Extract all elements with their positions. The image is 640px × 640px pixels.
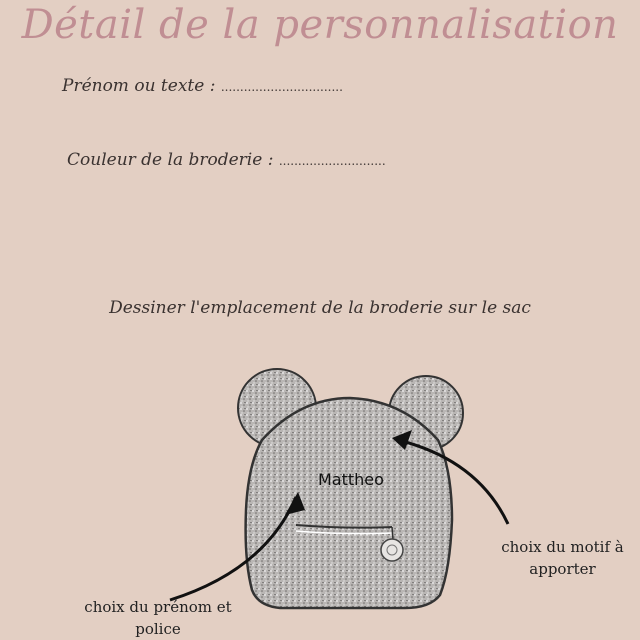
- embroidered-name: Mattheo: [318, 470, 384, 489]
- zipper-charm: [381, 539, 403, 561]
- backpack-body: [246, 398, 452, 608]
- name-font-note: choix du prénom et police: [84, 598, 232, 638]
- name-text-blank: ................................: [220, 80, 343, 94]
- embroidery-color-label: Couleur de la broderie :: [67, 150, 274, 170]
- embroidery-color-blank: ............................: [278, 154, 386, 168]
- drawing-instruction: Dessiner l'emplacement de la broderie sur le sac: [109, 298, 531, 318]
- motif-note: choix du motif à apporter: [501, 538, 624, 578]
- page-title: Détail de la personnalisation: [21, 2, 619, 48]
- name-text-label: Prénom ou texte :: [62, 76, 216, 96]
